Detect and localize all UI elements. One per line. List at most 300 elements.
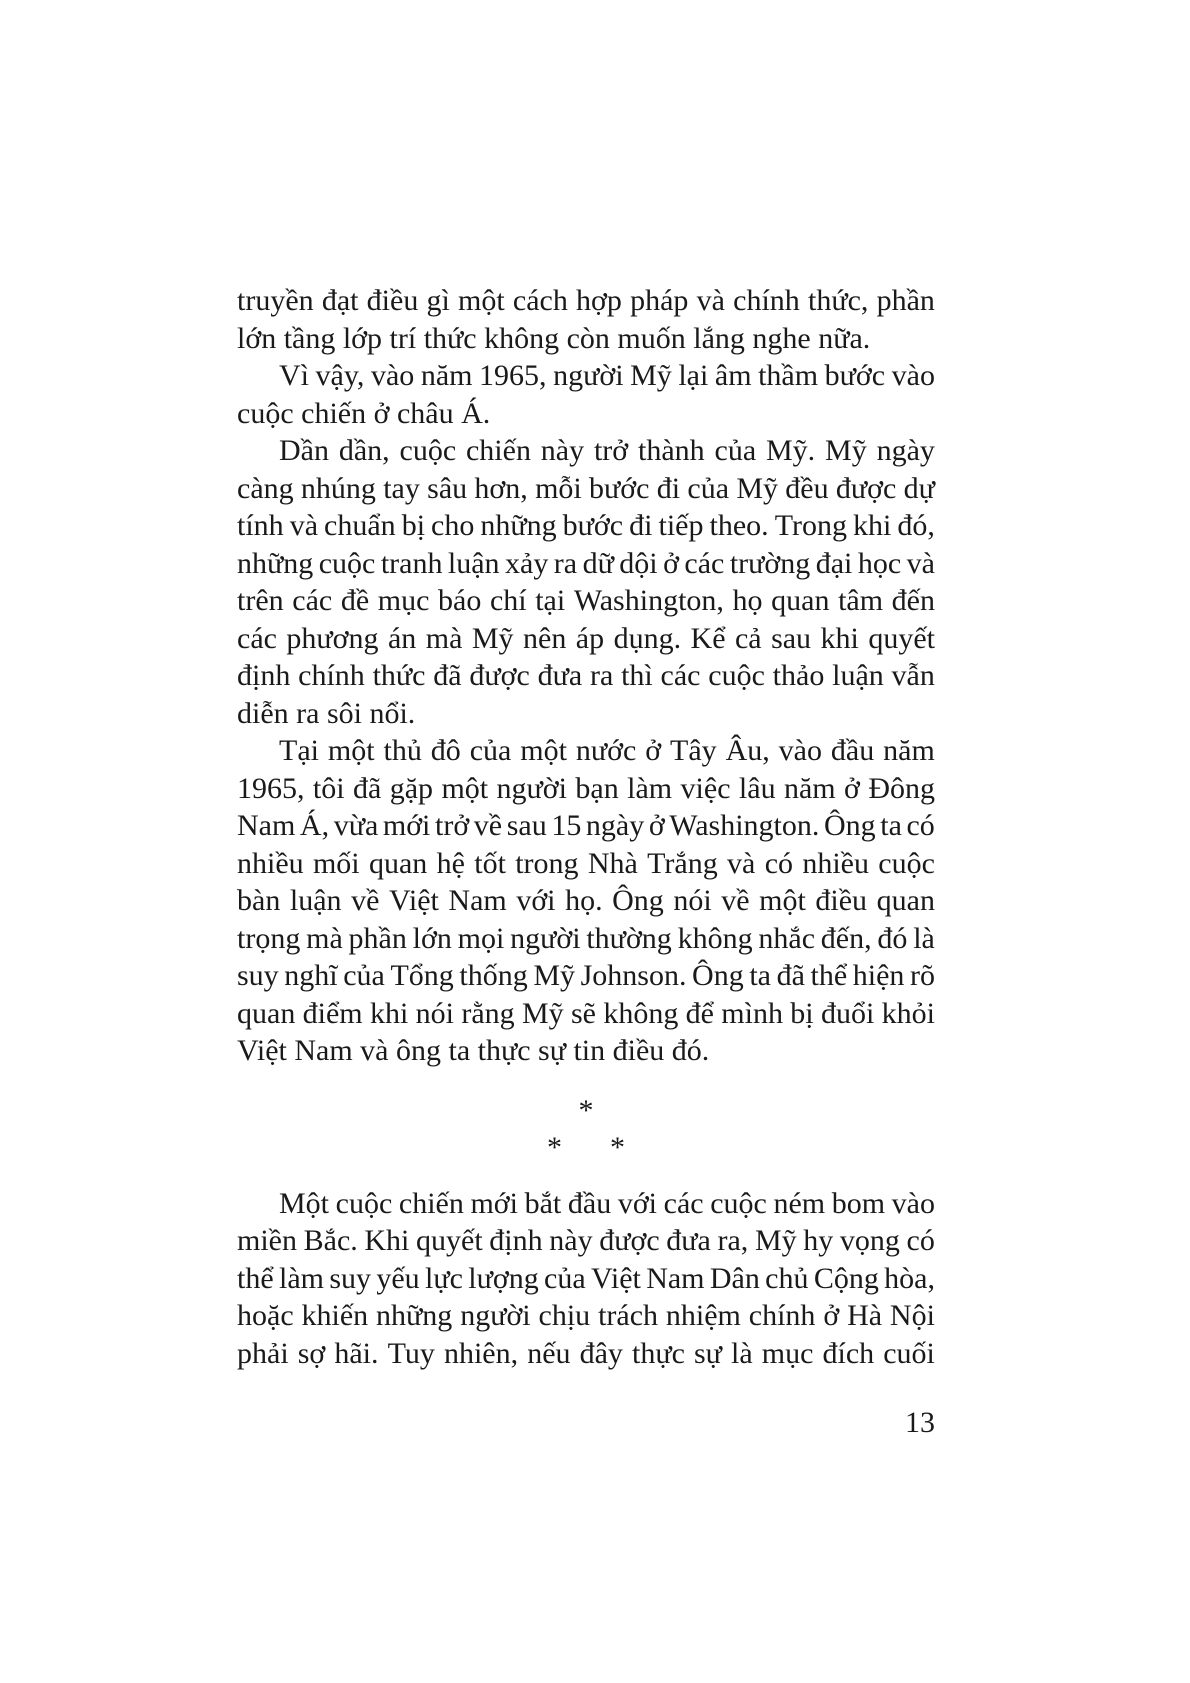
word: không [603, 996, 679, 1030]
word: truyền [237, 284, 314, 317]
word: Nhà [587, 846, 638, 880]
word: mục [761, 1336, 814, 1370]
word: cuộc [878, 846, 935, 880]
word: đó [877, 921, 908, 955]
word: đầu [830, 734, 875, 767]
word: những [237, 546, 314, 580]
word: khi [369, 996, 409, 1030]
word: xảy [505, 546, 549, 580]
text-line [237, 357, 935, 395]
word: được [835, 471, 897, 505]
word: làm [627, 771, 673, 805]
text-block [237, 282, 935, 1372]
word: mối [312, 846, 360, 880]
word: ở [645, 734, 662, 767]
word: Tuy [387, 1336, 435, 1370]
word: ta [749, 959, 771, 992]
word: Tại [279, 734, 319, 767]
word: pháp [630, 284, 689, 317]
word: những [480, 509, 557, 542]
word: khiến [301, 1299, 369, 1332]
word: không [677, 921, 753, 955]
text-line [237, 1222, 935, 1260]
word: bạn [575, 771, 619, 805]
word: hòa, [884, 1261, 935, 1295]
word: chí [489, 584, 527, 617]
text-line [237, 995, 935, 1033]
word: ngày [585, 809, 645, 842]
word: mọi [457, 921, 505, 955]
word: trong [515, 846, 579, 880]
word: có [906, 809, 935, 842]
word: đầu [567, 1186, 612, 1220]
word: của [714, 434, 757, 467]
word: các [663, 1186, 704, 1220]
word: với [617, 1186, 658, 1220]
word: tính [237, 509, 284, 542]
word: luận [447, 546, 500, 580]
text-line: cuộc chiến ở châu Á. [237, 396, 491, 430]
word: thành [638, 434, 705, 467]
word: và [696, 284, 725, 317]
word: chịu [538, 1299, 591, 1332]
word: thường [586, 921, 672, 955]
word: này [540, 434, 585, 467]
text-line [237, 845, 935, 883]
word: thảo [772, 659, 825, 692]
word: báo [438, 584, 482, 617]
word: nhiều [802, 846, 869, 880]
word: mới [382, 809, 431, 842]
word: Washington, [573, 584, 724, 617]
word: bị [401, 509, 426, 542]
text-line [237, 657, 935, 695]
word: Mỹ [471, 621, 514, 655]
word: nước [575, 734, 637, 767]
word: Mỹ [521, 996, 564, 1030]
word: chính [748, 1299, 816, 1332]
text-line: lớn tầng lớp trí thức không còn muốn lắng nghe nữa. [237, 321, 871, 355]
word: đưa [666, 1224, 711, 1257]
word: Khi [364, 1224, 410, 1257]
word: Việt [389, 884, 439, 917]
word: Việt [591, 1261, 641, 1295]
word: bước [589, 471, 650, 505]
word: ra [589, 659, 614, 692]
word: việc [680, 771, 731, 805]
word: dần, [338, 434, 390, 467]
word: trở [593, 434, 629, 467]
text-line [237, 957, 935, 995]
word: khỏi [881, 996, 935, 1030]
word: Ông [612, 884, 664, 917]
star-glyph: * [610, 1131, 625, 1164]
word: chiến [465, 434, 531, 467]
word: suy [237, 959, 279, 992]
word: Johnson. [580, 959, 687, 992]
word: đã [776, 959, 805, 992]
word: cách [512, 284, 568, 317]
word: sau [771, 621, 812, 655]
word: Ông [823, 809, 876, 842]
word: chiến [398, 1186, 464, 1220]
word: áp [575, 621, 605, 655]
word: điều [815, 884, 868, 917]
text-line [237, 620, 935, 658]
word: đích [822, 1336, 875, 1370]
text-line [237, 582, 935, 620]
word: 1965, [237, 771, 305, 805]
word: cuộc [708, 659, 765, 692]
word: Mỹ. [766, 434, 816, 467]
word: Bắc. [303, 1224, 358, 1257]
word: đề [340, 584, 370, 617]
word: hợp [576, 284, 622, 317]
word: thể [237, 1261, 274, 1295]
word: các [684, 546, 725, 580]
word: các [292, 584, 333, 617]
word: mục [377, 584, 430, 617]
word: Dân [709, 1261, 760, 1295]
word: định [489, 1224, 543, 1257]
text-line [237, 545, 935, 583]
word: về [721, 884, 750, 917]
word: người [553, 359, 624, 392]
word: 15 [551, 809, 582, 842]
word: nói [415, 996, 454, 1030]
word: dụng. [613, 621, 682, 655]
word: cuộc [318, 546, 376, 580]
word: thủ [383, 734, 422, 767]
word: một [458, 284, 505, 317]
text-line [237, 432, 935, 470]
word: một [520, 734, 567, 767]
word: âm [714, 359, 752, 392]
word: cuối [883, 1336, 935, 1370]
word: và [727, 846, 756, 880]
word: người [460, 1299, 531, 1332]
word: dự [903, 471, 935, 505]
word: họ. [565, 884, 603, 917]
word: của [469, 734, 512, 767]
word: ngày [876, 434, 935, 467]
word: nên [523, 621, 567, 655]
word: hoặc [237, 1299, 294, 1332]
word: tại [535, 584, 566, 617]
star-glyph: * [547, 1131, 562, 1164]
word: sợ [297, 1336, 326, 1370]
word: có [906, 1224, 935, 1257]
word: chính [298, 659, 365, 692]
word: lâu [738, 771, 776, 805]
word: Á, [299, 809, 330, 842]
word: một [759, 884, 806, 917]
word: hãi. [334, 1336, 379, 1370]
word: khi [820, 621, 859, 655]
word: và [906, 546, 935, 580]
text-line [237, 282, 935, 320]
word: phần [876, 284, 935, 317]
word: hệ [436, 846, 465, 880]
word: được [469, 659, 530, 692]
word: trọng [237, 921, 301, 955]
word: quyết [416, 1224, 483, 1257]
word: đều [785, 471, 829, 505]
word: bước [562, 509, 624, 542]
word: để [685, 996, 714, 1030]
word: ném [773, 1186, 826, 1220]
word: nếu [527, 1336, 571, 1370]
word: phần [348, 921, 407, 955]
text-line [237, 882, 935, 920]
word: tranh [380, 546, 443, 580]
word: cuộc [399, 434, 457, 467]
word: đô [430, 734, 461, 767]
word: với [516, 884, 556, 917]
word: của [544, 1261, 586, 1295]
word: theo. [709, 509, 769, 542]
text-line: Việt Nam và ông ta thực sự tin điều đó. [237, 1034, 710, 1067]
word: Mỹ [754, 1224, 797, 1257]
word: cho [431, 509, 475, 542]
word: nói [673, 884, 712, 917]
word: 1965, [479, 359, 547, 392]
section-separator-stars [237, 1129, 935, 1167]
word: năm [783, 771, 836, 805]
word: người [496, 771, 567, 805]
word: đưa [537, 659, 583, 692]
word: luận [832, 659, 884, 692]
word: đại [815, 546, 853, 580]
word: dội [619, 546, 658, 580]
word: thực [632, 1336, 685, 1370]
word: phương [286, 621, 379, 655]
word: trách [598, 1299, 659, 1332]
word: vào [370, 359, 415, 392]
word: đi [656, 471, 681, 505]
word: tôi [312, 771, 345, 805]
word: thống [459, 959, 528, 992]
word: định [237, 659, 291, 692]
word: quan [876, 884, 935, 917]
word: Nam [448, 884, 507, 917]
word: Washington. [669, 809, 820, 842]
text-line [237, 470, 935, 508]
word: hiện [852, 959, 905, 992]
word: cuộc [335, 1186, 393, 1220]
word: của [343, 959, 385, 992]
word: thể [810, 959, 848, 992]
word: năm [883, 734, 935, 767]
word: Nam [646, 1261, 705, 1295]
word: có [764, 846, 794, 880]
word: quan [771, 584, 830, 617]
word: chính [733, 284, 800, 317]
word: Mỹ [533, 959, 575, 992]
word: chuẩn [324, 509, 396, 542]
word: đến [891, 584, 935, 617]
word: Đông [868, 771, 935, 805]
word: về [473, 809, 503, 842]
page-number: 13 [905, 1406, 935, 1439]
word: Trắng [647, 846, 718, 880]
word: phải [237, 1336, 289, 1370]
word: Ông [692, 959, 744, 992]
word: vừa [333, 809, 379, 842]
word: nhúng [300, 471, 376, 505]
word: miền [237, 1224, 297, 1257]
word: được [599, 1224, 660, 1257]
word: hy [803, 1224, 834, 1257]
text-line [237, 920, 935, 958]
text-line: diễn ra sôi nổi. [237, 696, 416, 730]
word: Kể [690, 621, 726, 655]
word: tốt [474, 846, 506, 880]
word: đạt [321, 284, 359, 317]
word: gì [426, 284, 450, 317]
word: ra, [717, 1224, 749, 1257]
word: nhắc [758, 921, 816, 955]
text-line [237, 1297, 935, 1335]
word: chủ [765, 1261, 809, 1295]
word: người [510, 921, 581, 955]
word: Tổng [390, 959, 454, 992]
text-line [237, 807, 935, 845]
word: nghĩ [284, 959, 338, 992]
word: mà [306, 921, 343, 955]
word: sẽ [570, 996, 596, 1030]
word: thì [621, 659, 653, 692]
word: Mỹ [736, 471, 778, 505]
word: càng [237, 471, 294, 505]
word: đã [352, 771, 382, 805]
word: lại [678, 359, 709, 392]
word: quyết [868, 621, 935, 655]
word: vào [891, 1186, 935, 1220]
word: sự [694, 1336, 722, 1370]
word: về [351, 884, 380, 917]
word: nhiên, [443, 1336, 519, 1370]
word: Dần [279, 434, 329, 467]
word: tiếp [658, 509, 704, 542]
word: vào [778, 734, 822, 767]
word: nhiều [237, 846, 304, 880]
word: họ [732, 584, 763, 617]
word: một [441, 771, 489, 805]
word: và [289, 509, 319, 542]
word: vọng [839, 1224, 900, 1257]
section-separator-star: * [578, 1093, 594, 1127]
word: những [376, 1299, 453, 1332]
word: nhiệm [665, 1299, 741, 1332]
word: mà [425, 621, 463, 655]
word: gặp [389, 771, 434, 805]
word: quan [368, 846, 428, 880]
word: Hà [847, 1299, 883, 1332]
text-line [237, 1185, 935, 1223]
word: cuộc [710, 1186, 767, 1220]
word: lớn [412, 921, 452, 955]
word: quan [237, 996, 296, 1030]
word: đó, [897, 509, 935, 542]
word: ở [648, 809, 665, 842]
word: ở [823, 1299, 840, 1332]
word: bị [790, 996, 814, 1030]
word: rõ [909, 959, 935, 992]
text-line [237, 1260, 935, 1298]
word: năm [420, 359, 473, 392]
word: là [731, 1336, 753, 1370]
word: án [387, 621, 417, 655]
word: bàn [237, 884, 281, 917]
word: học [857, 546, 902, 580]
word: bắt [524, 1186, 562, 1220]
word: suy [329, 1261, 371, 1295]
word: lực [424, 1261, 463, 1295]
word: trở [435, 809, 470, 842]
word: điều [366, 284, 419, 317]
word: yếu [376, 1261, 420, 1295]
word: làm [278, 1261, 324, 1295]
word: vẫn [891, 659, 935, 692]
word: Cộng [813, 1261, 879, 1295]
word: sâu [427, 471, 468, 505]
word: điểm [302, 996, 363, 1030]
word: đây [579, 1336, 623, 1370]
word: ở [844, 771, 860, 805]
text-line [237, 732, 935, 770]
word: tâm [838, 584, 884, 617]
word: Tây [670, 734, 717, 767]
word: của [687, 471, 730, 505]
word: Nội [889, 1299, 935, 1332]
text-line [237, 770, 935, 808]
word: Mỹ [825, 434, 867, 467]
word: này [549, 1224, 593, 1257]
word: đuổi [820, 996, 875, 1030]
word: là [913, 921, 935, 955]
word: ta [880, 809, 902, 842]
word: Mỹ [630, 359, 672, 392]
word: các [237, 621, 277, 655]
word: Trong [774, 509, 847, 542]
word: trường [729, 546, 811, 580]
word: rằng [461, 996, 515, 1030]
word: luận [289, 884, 342, 917]
word: trên [237, 584, 284, 617]
word: thức, [807, 284, 869, 317]
word: khi [852, 509, 892, 542]
word: mới [470, 1186, 518, 1220]
word: Nam [237, 809, 296, 842]
word: cả [734, 621, 762, 655]
word: đi [629, 509, 653, 542]
word: Một [279, 1186, 330, 1220]
word: mỗi [535, 471, 582, 505]
word: các [660, 659, 701, 692]
word: tay [383, 471, 420, 505]
word: thức [372, 659, 426, 692]
word: dữ [582, 546, 614, 580]
word: bước [824, 359, 886, 392]
word: hơn, [474, 471, 528, 505]
word: một [327, 734, 375, 767]
word: Âu, [725, 734, 770, 767]
text-line [237, 507, 935, 545]
word: bom [831, 1186, 886, 1220]
word: ra [553, 546, 578, 580]
word: đến, [820, 921, 872, 955]
